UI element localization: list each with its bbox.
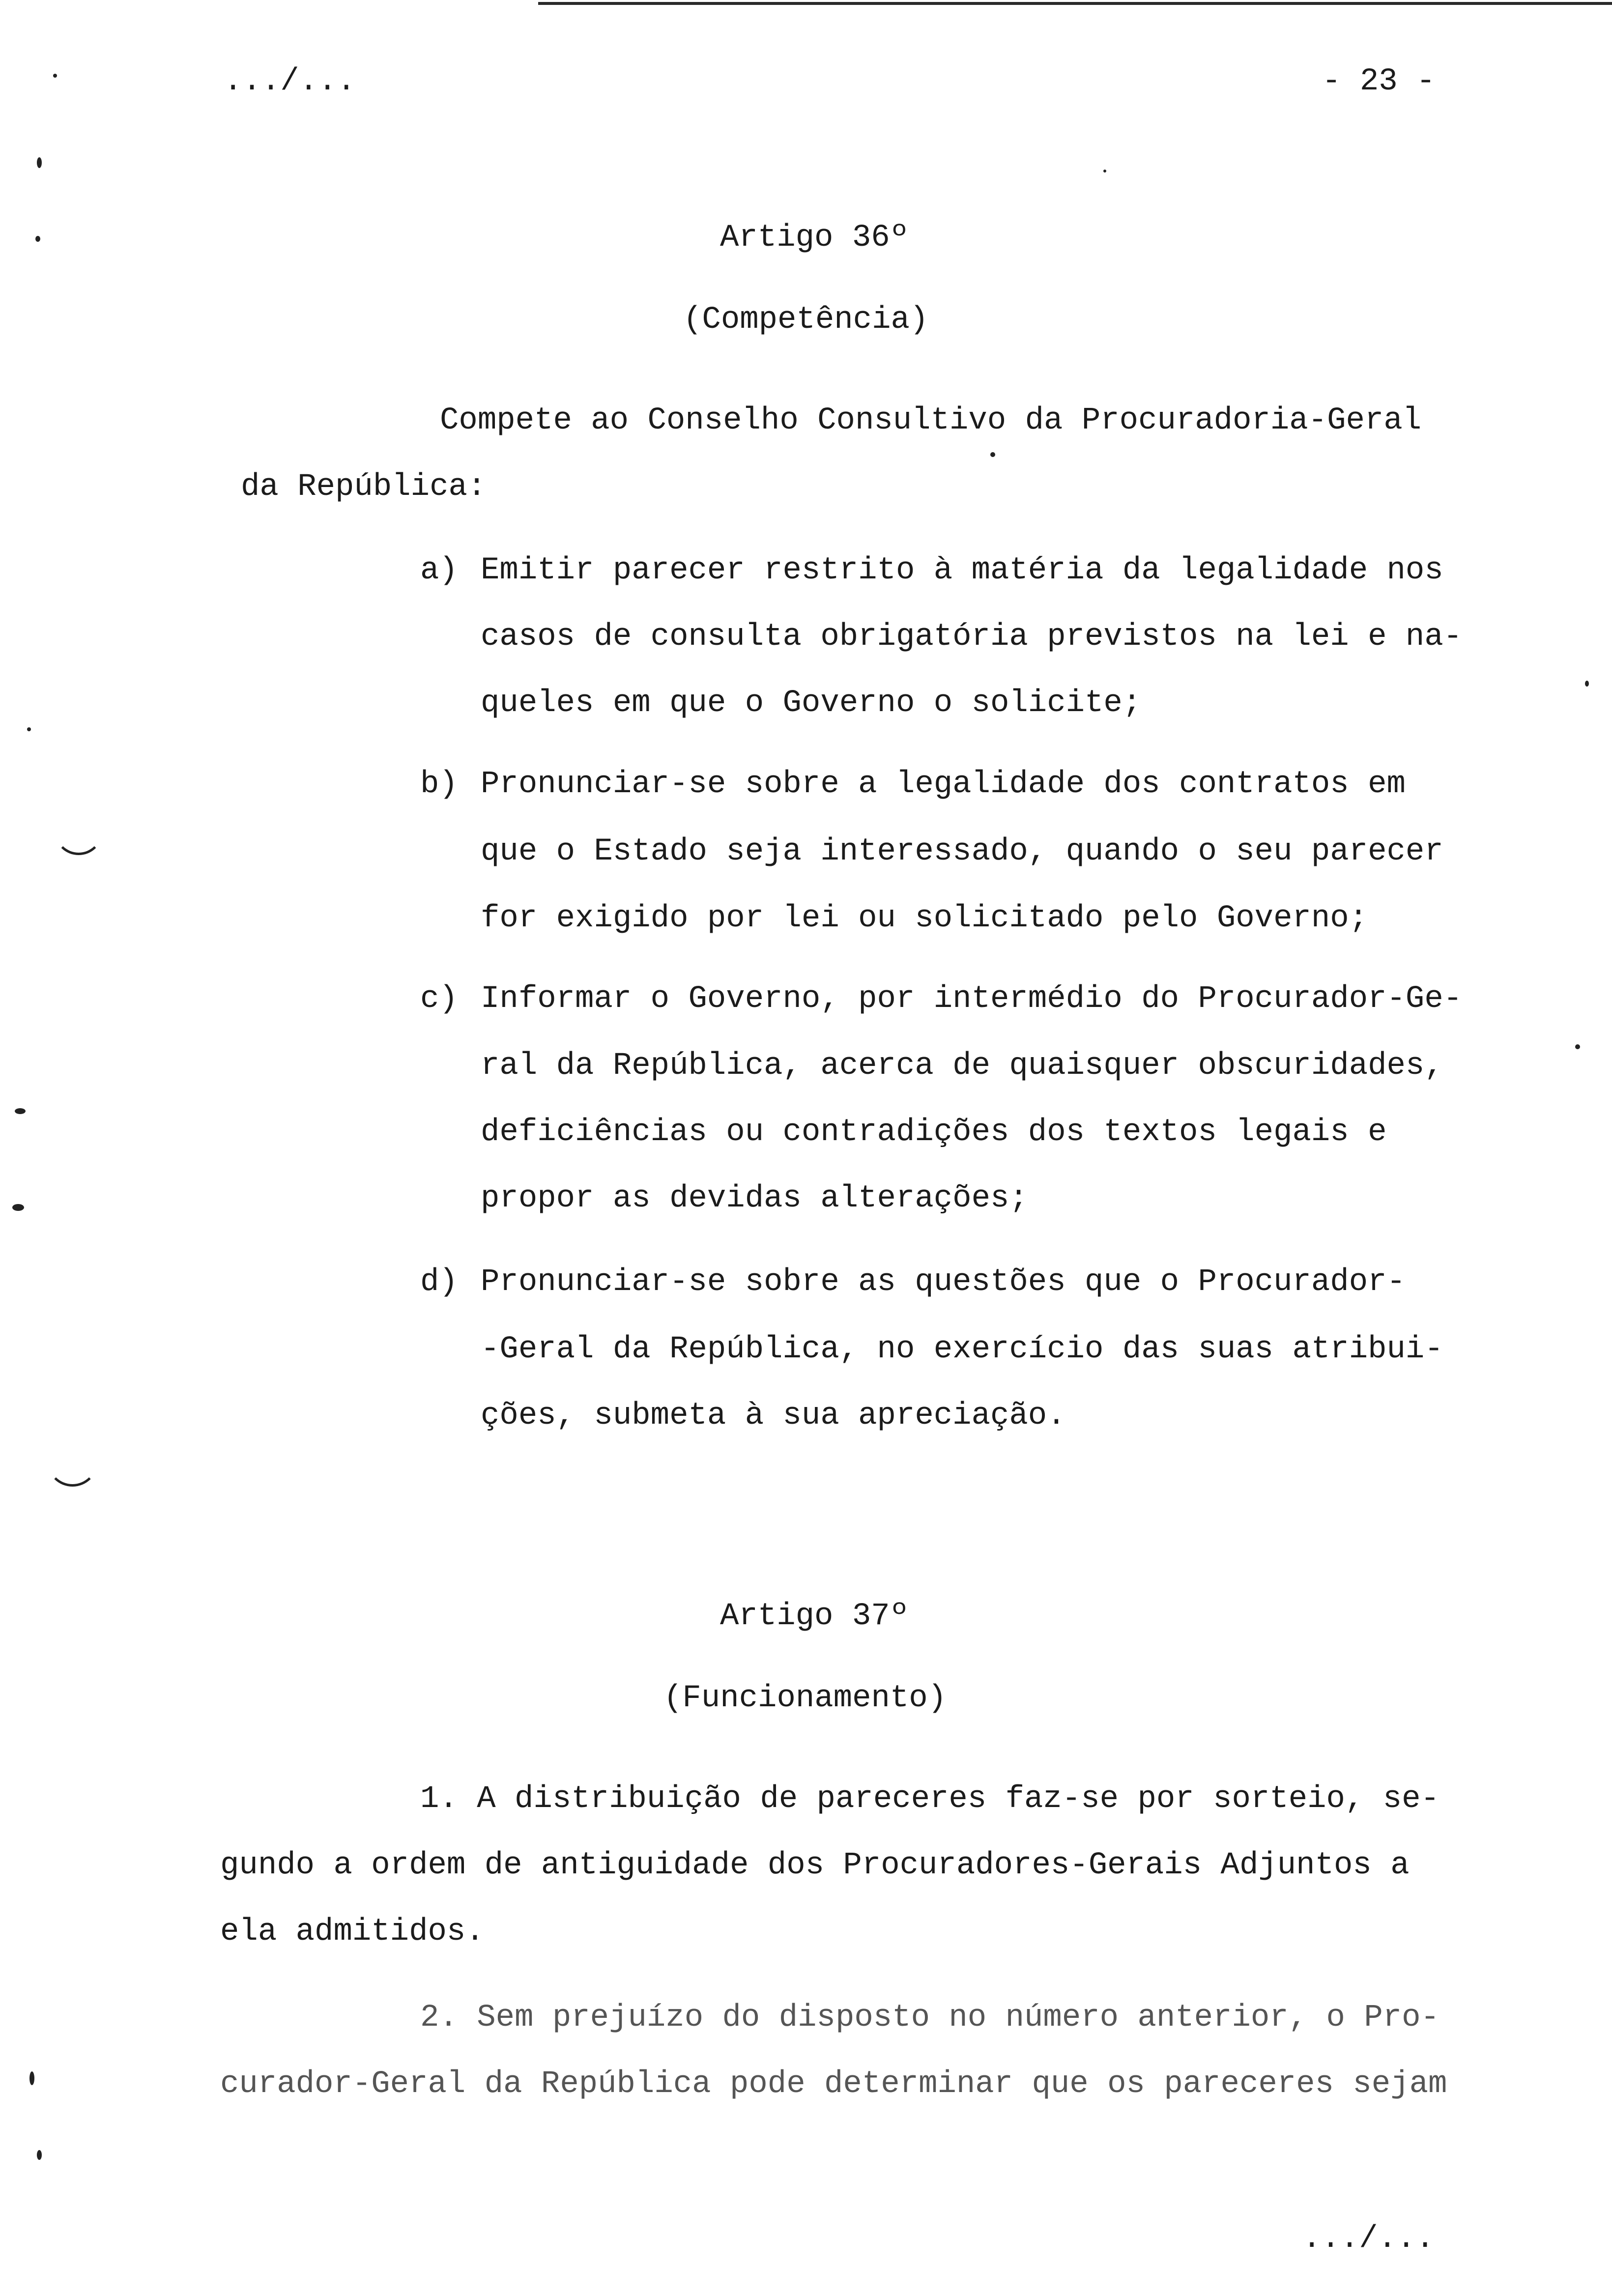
item-c-line-2: ral da República, acerca de quaisquer obscuridades, (481, 1048, 1443, 1084)
paragraph-1-line-2: gundo a ordem de antiguidade dos Procuradores-Gerais Adjuntos a (220, 1848, 1410, 1883)
scan-speck (53, 74, 57, 78)
item-c-line-3: deficiências ou contradições dos textos legais e (481, 1115, 1387, 1150)
scan-arc-mark (47, 1435, 98, 1487)
article-36-intro-line-1: Compete ao Conselho Consultivo da Procuradoria-Geral (440, 403, 1422, 438)
scan-speck (990, 452, 995, 457)
top-rule (538, 2, 1612, 5)
scan-speck (29, 2071, 34, 2085)
scan-speck (1585, 681, 1589, 687)
item-b-label: b) (420, 767, 458, 802)
article-36-intro-line-2: da República: (241, 469, 487, 505)
scan-speck (37, 2150, 42, 2160)
article-37-subtitle: (Funcionamento) (663, 1681, 947, 1716)
continuation-bottom: .../... (1302, 2221, 1435, 2257)
item-a-line-2: casos de consulta obrigatória previstos na lei e na- (481, 619, 1463, 655)
paragraph-2-line-1: 2. Sem prejuízo do disposto no número anterior, o Pro- (420, 2000, 1439, 2036)
paragraph-2-line-2: curador-Geral da República pode determinar que os pareceres sejam (220, 2066, 1447, 2102)
item-d-line-3: ções, submeta à sua apreciação. (481, 1398, 1066, 1434)
scan-speck (35, 236, 40, 242)
paragraph-1-line-3: ela admitidos. (220, 1914, 485, 1950)
scan-speck (15, 1108, 26, 1114)
scan-arc-mark (54, 806, 103, 855)
item-c-label: c) (420, 981, 458, 1017)
scan-speck (27, 727, 31, 731)
item-b-line-3: for exigido por lei ou solicitado pelo Governo; (481, 901, 1368, 936)
paragraph-1-line-1: 1. A distribuição de pareceres faz-se por sorteio, se- (420, 1781, 1439, 1817)
item-a-line-1: Emitir parecer restrito à matéria da legalidade nos (481, 553, 1443, 588)
scan-speck (1575, 1044, 1580, 1049)
item-b-line-1: Pronunciar-se sobre a legalidade dos contratos em (481, 767, 1406, 802)
scan-speck (37, 157, 42, 168)
item-c-line-1: Informar o Governo, por intermédio do Procurador-Ge- (481, 981, 1463, 1017)
item-d-label: d) (420, 1264, 458, 1300)
item-b-line-2: que o Estado seja interessado, quando o seu parecer (481, 834, 1443, 869)
article-36-title: Artigo 36º (720, 220, 909, 256)
scan-speck (12, 1204, 24, 1211)
scan-speck (1103, 170, 1106, 172)
item-a-line-3: queles em que o Governo o solicite; (481, 686, 1142, 721)
item-a-label: a) (420, 553, 458, 588)
continuation-top: .../... (224, 64, 356, 99)
article-36-subtitle: (Competência) (683, 302, 929, 338)
page-number: - 23 - (1322, 64, 1436, 99)
article-37-title: Artigo 37º (720, 1599, 909, 1634)
item-d-line-2: -Geral da República, no exercício das suas atribui- (481, 1332, 1443, 1367)
item-d-line-1: Pronunciar-se sobre as questões que o Procurador- (481, 1264, 1406, 1300)
item-c-line-4: propor as devidas alterações; (481, 1181, 1028, 1216)
